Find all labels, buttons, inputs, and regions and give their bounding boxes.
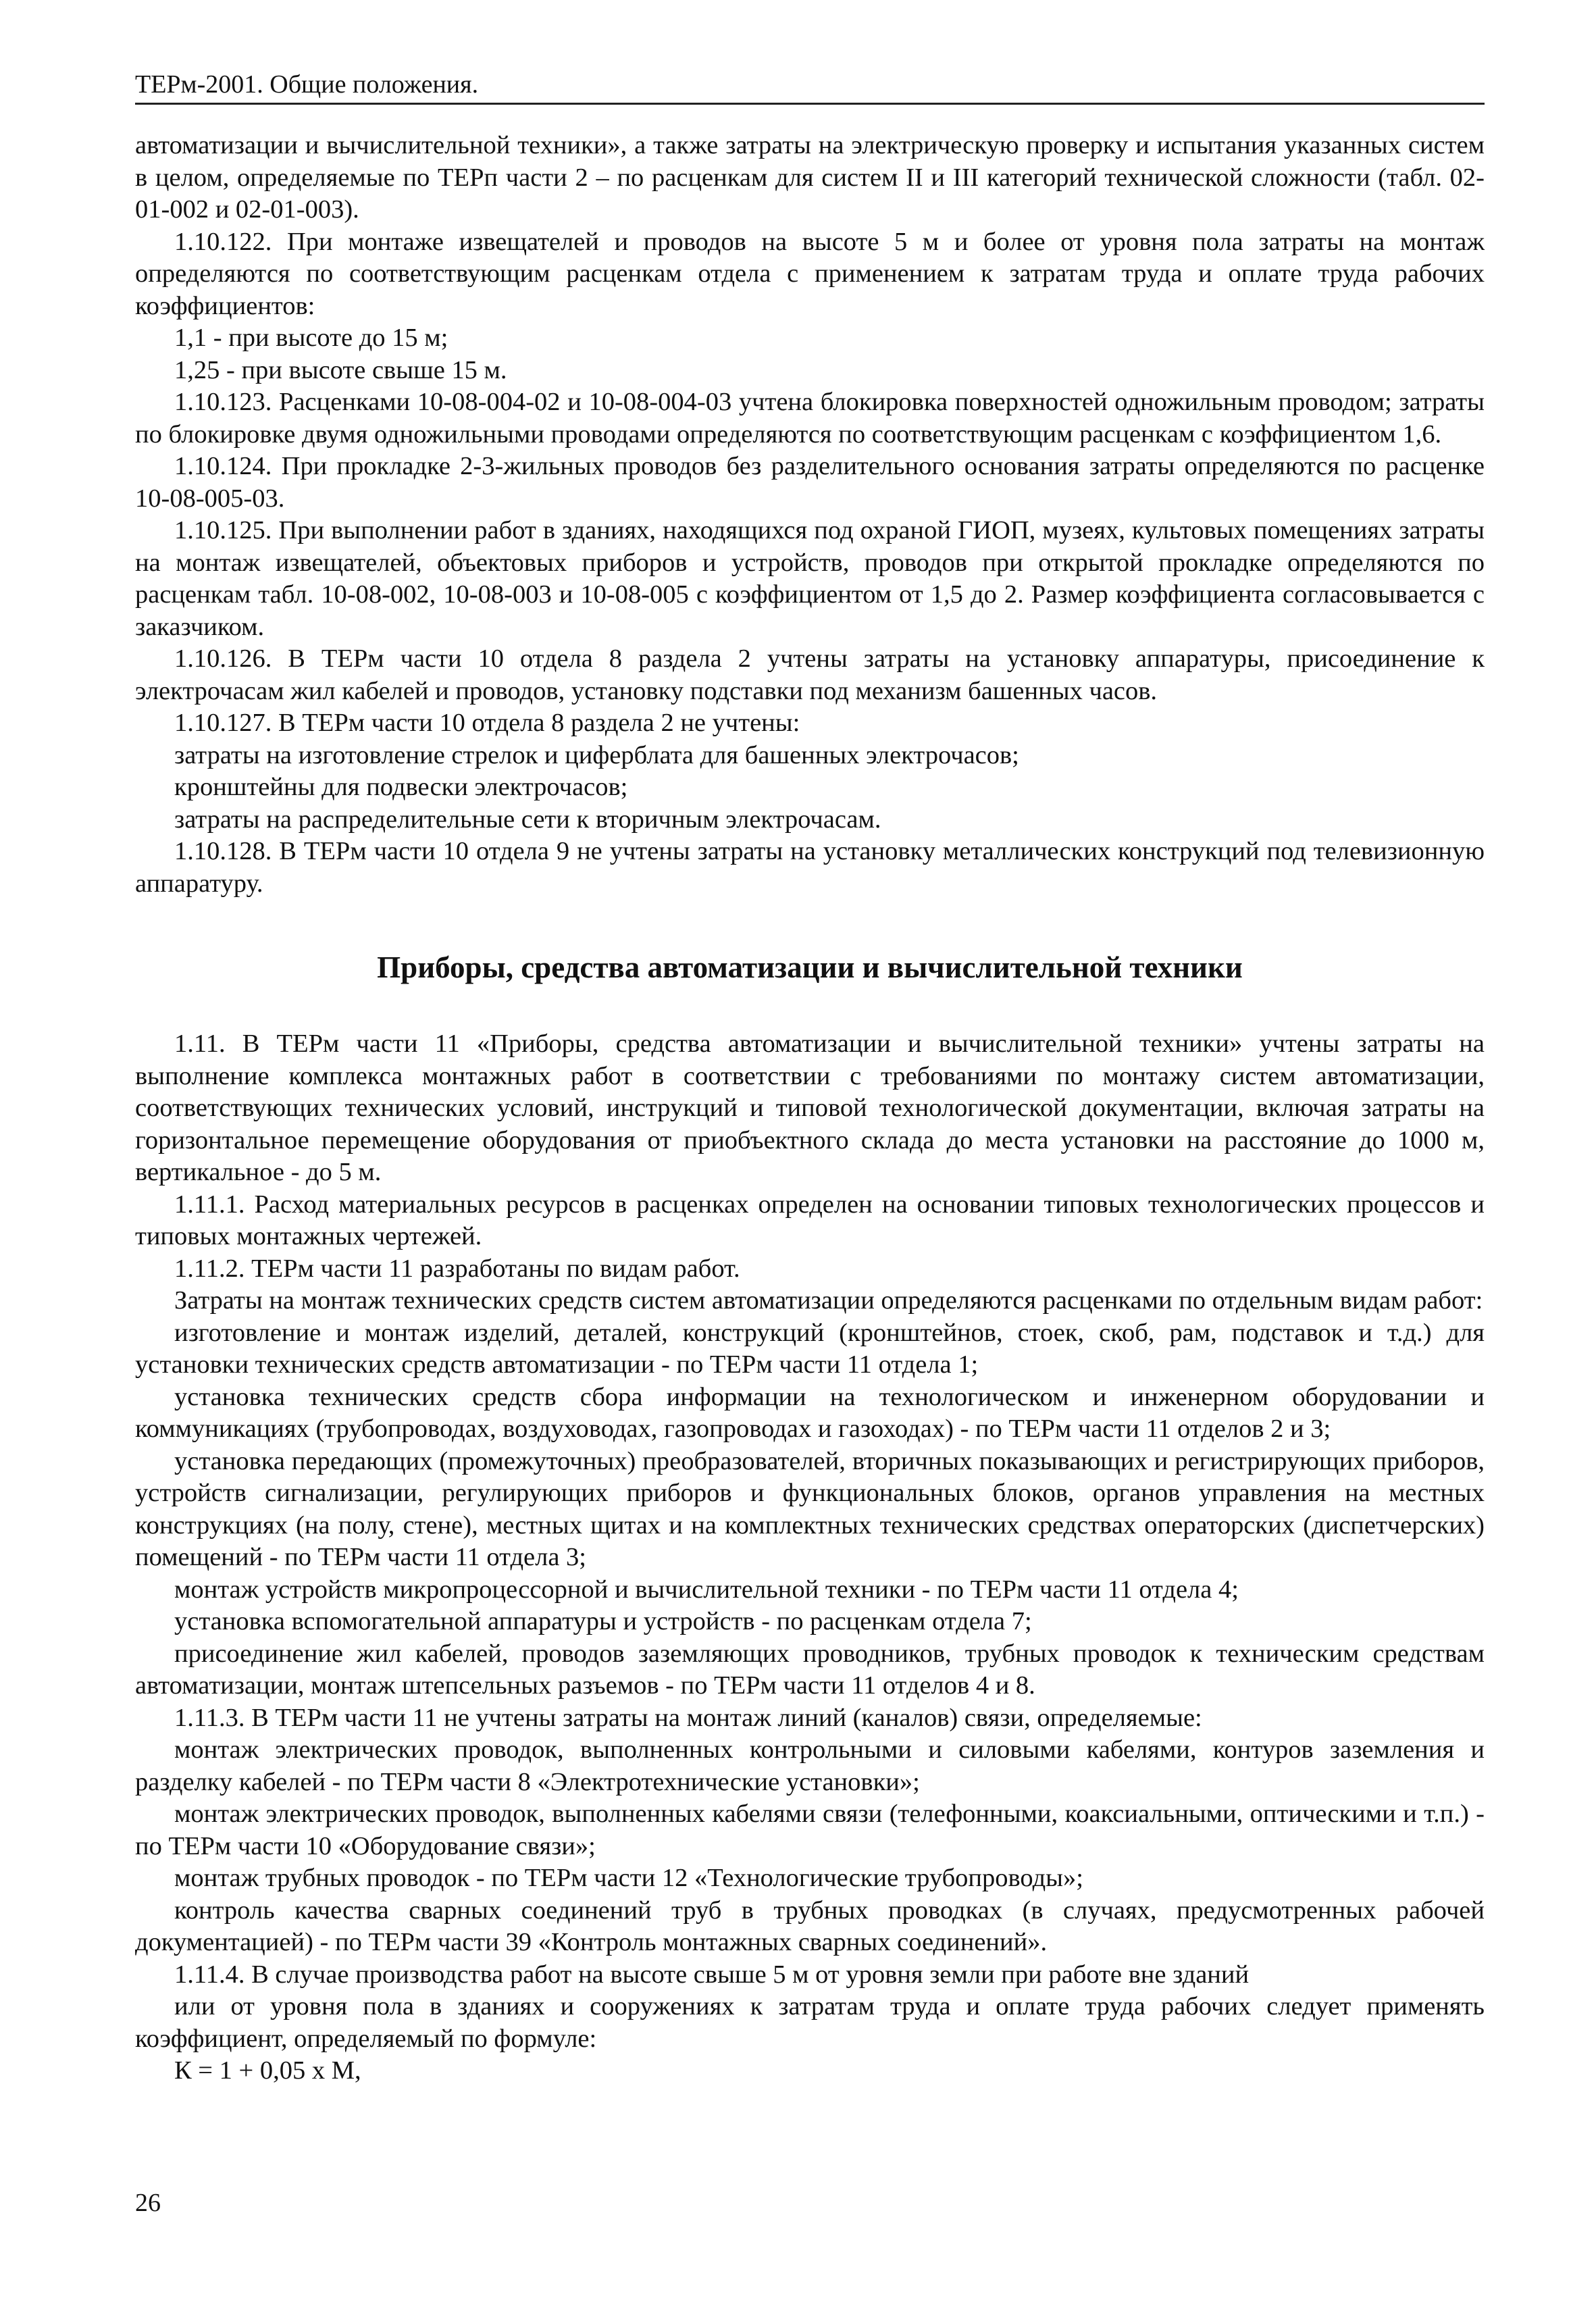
paragraph: 1.11.1. Расход материальных ресурсов в расценках определен на основании типовых технологических процессов и типовых монтажных чертежей. — [135, 1190, 1485, 1250]
formula: К = 1 + 0,05 х М, — [174, 2056, 361, 2085]
list-item: монтаж устройств микропроцессорной и вычислительной техники - по ТЕРм части 11 отдела 4; — [174, 1575, 1239, 1604]
paragraph: 1.11.4. В случае производства работ на высоте свыше 5 м от уровня земли при работе вне зданий — [174, 1960, 1250, 1989]
list-item: 1,1 - при высоте до 15 м; — [174, 324, 448, 352]
list-item: изготовление и монтаж изделий, деталей, конструкций (кронштейнов, стоек, скоб, рам, подставок и т.д.) для установки технических средств автоматизации - по ТЕРм части 11 отдела 1; — [135, 1318, 1485, 1379]
body-text — [135, 130, 1485, 2087]
paragraph: 1.10.122. При монтаже извещателей и проводов на высоте 5 м и более от уровня пола затраты на монтаж определяются по соответствующим расценкам отдела с применением к затратам труда и оплате труда рабочих коэффициентов: — [135, 227, 1485, 320]
list-item: присоединение жил кабелей, проводов заземляющих проводников, трубных проводок к техническим средствам автоматизации, монтаж штепсельных разъемов - по ТЕРм части 11 отделов 4 и 8. — [135, 1639, 1485, 1700]
paragraph: 1.10.125. При выполнении работ в зданиях, находящихся под охраной ГИОП, музеях, культовых помещениях затраты на монтаж извещателей, объектовых приборов и устройств, проводов при открытой прокладке определяются по расценкам табл. 10-08-002, 10-08-003 и 10-08-005 с коэффициентом от 1,5 до 2. Размер коэффициента согласовывается с заказчиком. — [135, 516, 1485, 641]
list-item: монтаж электрических проводок, выполненных кабелями связи (телефонными, коаксиальными, оптическими и т.п.) - по ТЕРм части 10 «Оборудование связи»; — [135, 1800, 1485, 1860]
paragraph: автоматизации и вычислительной техники», а также затраты на электрическую проверку и испытания указанных систем в целом, определяемые по ТЕРп части 2 – по расценкам для систем II и III категорий технической сложности (табл. 02-01-002 и 02-01-003). — [135, 131, 1485, 224]
list-item: установка технических средств сбора информации на технологическом и инженерном оборудовании и коммуникациях (трубопроводах, воздуховодах, газопроводах и газоходах) - по ТЕРм части 11 отделов 2 и 3; — [135, 1382, 1485, 1443]
list-item: установка передающих (промежуточных) преобразователей, вторичных показывающих и регистрирующих приборов, устройств сигнализации, регулирующих приборов и функциональных блоков, органов управления на местных конструкциях (на полу, стене), местных щитах и на комплектных технических средствах операторских (диспетчерских) помещений - по ТЕРм части 11 отдела 3; — [135, 1446, 1485, 1571]
list-item: затраты на изготовление стрелок и циферблата для башенных электрочасов; — [174, 740, 1019, 769]
running-header: ТЕРм-2001. Общие положения. — [135, 70, 479, 99]
list-item: 1,25 - при высоте свыше 15 м. — [174, 355, 507, 384]
paragraph: 1.10.128. В ТЕРм части 10 отдела 9 не учтены затраты на установку металлических конструкций под телевизионную аппаратуру. — [135, 837, 1485, 898]
paragraph: 1.11. В ТЕРм части 11 «Приборы, средства автоматизации и вычислительной техники» учтены затраты на выполнение комплекса монтажных работ в соответствии с требованиями по монтажу систем автоматизации, соответствующих технических условий, инструкций и типовой технологической документации, включая затраты на горизонтальное перемещение оборудования от приобъектного склада до места установки на расстояние до 1000 м, вертикальное - до 5 м. — [135, 1030, 1485, 1186]
list-item: установка вспомогательной аппаратуры и устройств - по расценкам отдела 7; — [174, 1607, 1032, 1635]
list-item: затраты на распределительные сети к вторичным электрочасам. — [174, 805, 881, 834]
page-number: 26 — [135, 2189, 161, 2217]
section-heading: Приборы, средства автоматизации и вычислительной техники — [377, 950, 1243, 984]
header-rule — [135, 103, 1485, 105]
list-item: монтаж трубных проводок - по ТЕРм части 12 «Технологические трубопроводы»; — [174, 1864, 1083, 1892]
paragraph: Затраты на монтаж технических средств систем автоматизации определяются расценками по отдельным видам работ: — [174, 1286, 1483, 1315]
paragraph: или от уровня пола в зданиях и сооружениях к затратам труда и оплате труда рабочих следует применять коэффициент, определяемый по формуле: — [135, 1992, 1485, 2053]
list-item: монтаж электрических проводок, выполненных контрольными и силовыми кабелями, контуров заземления и разделку кабелей - по ТЕРм части 8 «Электротехнические установки»; — [135, 1735, 1485, 1796]
paragraph: 1.11.2. ТЕРм части 11 разработаны по видам работ. — [174, 1254, 740, 1283]
paragraph: 1.10.126. В ТЕРм части 10 отдела 8 раздела 2 учтены затраты на установку аппаратуры, присоединение к электрочасам жил кабелей и проводов, установку подставки под механизм башенных часов. — [135, 644, 1485, 705]
paragraph: 1.11.3. В ТЕРм части 11 не учтены затраты на монтаж линий (каналов) связи, определяемые: — [174, 1703, 1202, 1732]
paragraph: 1.10.124. При прокладке 2-3-жильных проводов без разделительного основания затраты определяются по расценке 10-08-005-03. — [135, 452, 1485, 513]
list-item: кронштейны для подвески электрочасов; — [174, 773, 628, 801]
paragraph: 1.10.127. В ТЕРм части 10 отдела 8 раздела 2 не учтены: — [174, 709, 800, 737]
list-item: контроль качества сварных соединений труб в трубных проводках (в случаях, предусмотренных рабочей документацией) - по ТЕРм части 39 «Контроль монтажных сварных соединений». — [135, 1896, 1485, 1956]
paragraph: 1.10.123. Расценками 10-08-004-02 и 10-08-004-03 учтена блокировка поверхностей одножильным проводом; затраты по блокировке двумя одножильными проводами определяются по соответствующим расценкам с коэффициентом 1,6. — [135, 388, 1485, 449]
